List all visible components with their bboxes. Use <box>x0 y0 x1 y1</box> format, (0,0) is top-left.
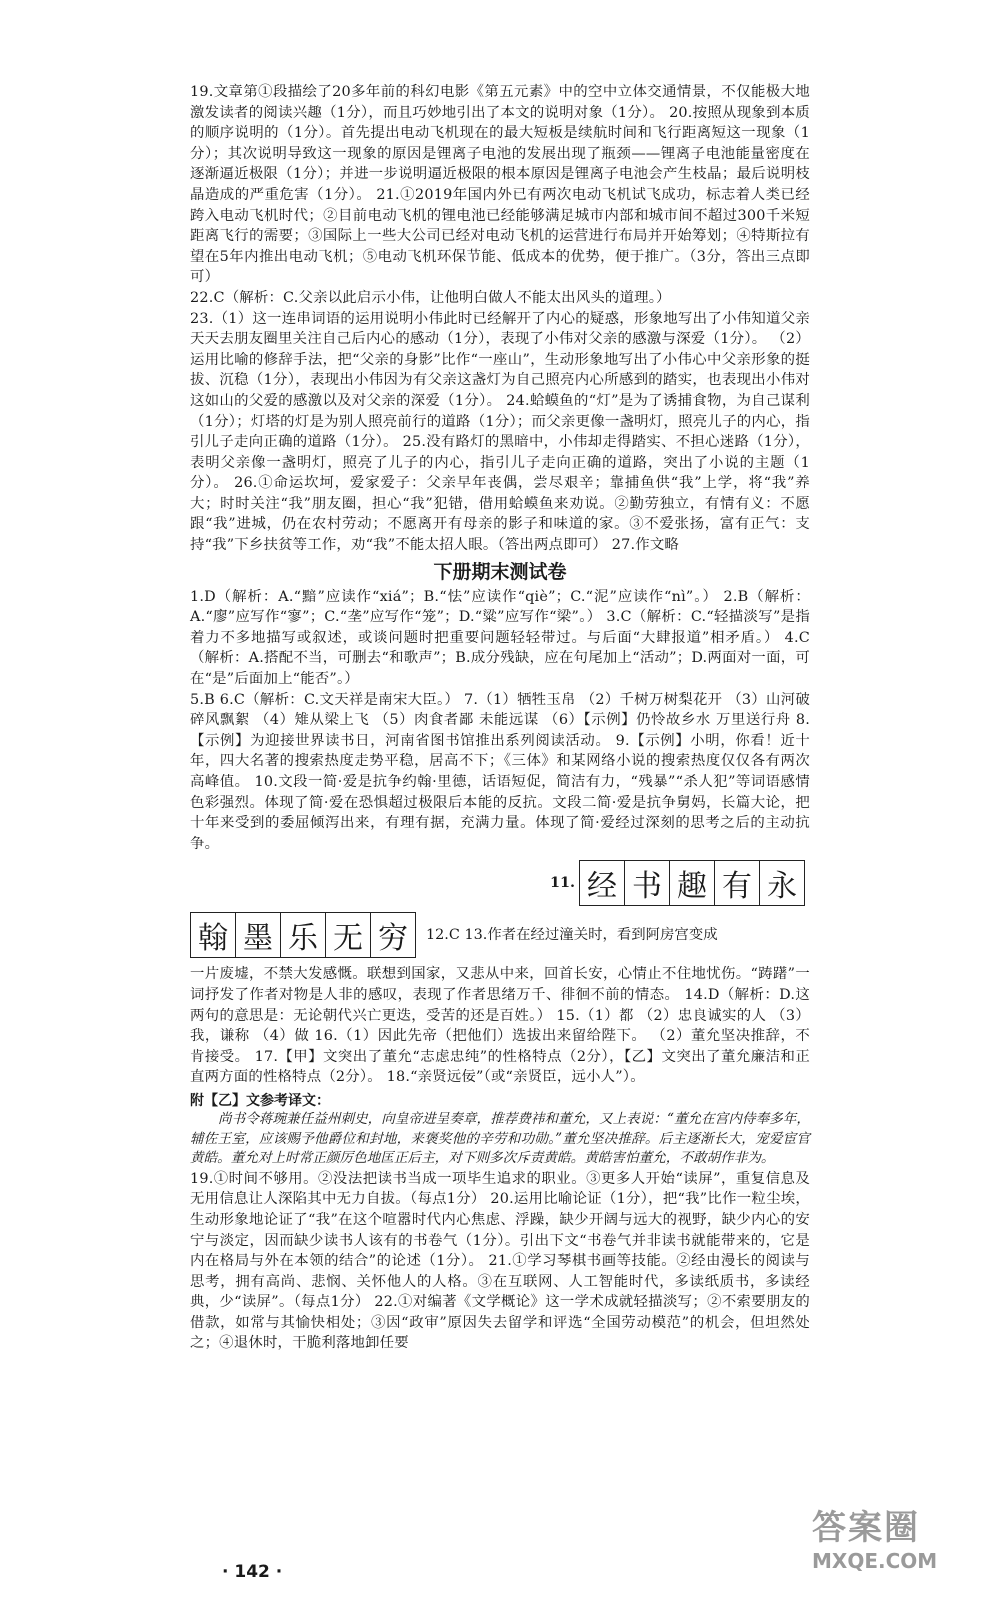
grid-cell: 书 <box>625 861 670 905</box>
grid-cell: 墨 <box>236 913 281 957</box>
grid-cell: 无 <box>326 913 371 957</box>
grid-cell: 经 <box>580 861 625 905</box>
grid-cell: 穷 <box>378 921 408 957</box>
section-title: 下册期末测试卷 <box>433 560 567 583</box>
answers-19-22: 19.①时间不够用。②没法把读书当成一项毕生追求的职业。③更多人开始“读屏”，重复信息及无用信息让人深陷其中无力自拔。（每点1分） 20.运用比喻论证（1分），把“我”比作一粒尘埃，生动形象地论证了“我”在这个喧嚣时代内心焦虑、浮躁，缺少开阔与远大的视野，缺少内心的安宁与淡定，因而缺少读书人该有的书卷气（1分）。引出下文“书卷气并非读书就能带来的，它是内在格局与外在本领的结合”的论述（1分）。 21.①学习琴棋书画等技能。②经由漫长的阅读与思考，拥有高尚、悲悯、关怀他人的人格。③在互联网、人工智能时代，多读纸质书，多读经典，少“读屏”。（每点1分） 22.①对编著《文学概论》这一学术成就轻描淡写；②不索要朋友的借款，如常与其愉快相处；③因“政审”原因失去留学和评选“全国劳动模范”的机会，但坦然处之；④退休时，干脆利落地卸任要 <box>190 1170 810 1352</box>
answers-19-21: 19.文章第①段描绘了20多年前的科幻电影《第五元素》中的空中立体交通情景，不仅能极大地激发读者的阅读兴趣（1分），而且巧妙地引出了本文的说明对象（1分）。 20.按照从现象到本质的顺序说明的（1分）。首先提出电动飞机现在的最大短板是续航时间和飞行距离短这一现象（1分）；其次说明导致这一现象的原因是锂离子电池的发展出现了瓶颈——锂离子电池能量密度在逐渐逼近极限（1分）；并进一步说明逼近极限的根本原因是锂离子电池会产生枝晶；最后说明枝晶造成的严重危害（1分）。 21.①2019年国内外已有两次电动飞机试飞成功，标志着人类已经跨入电动飞机时代；②目前电动飞机的锂电池已经能够满足城市内部和城市间不超过300千米短距离飞行的需要；③国际上一些大公司已经对电动飞机的运营进行布局并开始筹划；④特斯拉有望在5年内推出电动飞机；⑤电动飞机环保节能、低成本的优势，便于推广。（3分，答出三点即可） <box>190 84 810 286</box>
answers-23-27: 23.（1）这一连串词语的运用说明小伟此时已经解开了内心的疑惑，形象地写出了小伟知道父亲天天去朋友圈里关注自己后内心的感动（1分），表现了小伟对父亲的感激与深爱（1分）。 （2）运用比喻的修辞手法，把“父亲的身影”比作“一座山”，生动形象地写出了小伟心中父亲形象的挺拔、沉稳（1分），表现出小伟因为有父亲这盏灯为自己照亮内心所感到的踏实，也表现出小伟对这如山的父爱的感激以及对父亲的深爱（1分）。 24.蛤蟆鱼的“灯”是为了诱捕食物，为自己谋利（1分）；灯塔的灯是为别人照亮前行的道路（1分）；而父亲更像一盏明灯，照亮儿子的内心，指引儿子走向正确的道路（1分）。 25.没有路灯的黑暗中，小伟却走得踏实、不担心迷路（1分），表明父亲像一盏明灯，照亮了儿子的内心，指引儿子走向正确的道路，突出了小说的主题（1分）。 26.①命运坎坷，爱家爱子：父亲早年丧偶，尝尽艰辛；靠捕鱼供“我”上学，将“我”养大；时时关注“我”朋友圈，担心“我”犯错，借用蛤蟆鱼来劝说。②勤劳独立，有情有义：不愿跟“我”进城，仍在农村劳动；不愿离开有母亲的影子和味道的家。③不爱张扬，富有正气：支持“我”下乡扶贫等工作，劝“我”不能太招人眼。（答出两点即可） 27.作文略 <box>190 310 810 554</box>
watermark-logo: 答案圈 <box>812 1508 920 1548</box>
watermark-url: MXQE.COM <box>812 1549 938 1573</box>
answer-11-row <box>190 860 810 906</box>
translation-heading: 附【乙】文参考译文： <box>190 1092 330 1109</box>
translation-text: 尚书令蒋琬兼任益州刺史，向皇帝进呈奏章，推荐费祎和董允，又上表说：“董允在宫内侍奉多年，辅佐王室，应该赐予他爵位和封地，来褒奖他的辛劳和功勋。”董允坚决推辞。后主逐渐长大，宠爱宦官黄皓。董允对上时常正颜厉色地匡正后主，对下则多次斥责黄皓。黄皓害怕董允，不敢胡作非为。 <box>190 1110 810 1167</box>
answer-12-13-row <box>190 912 810 958</box>
grid-cell: 有 <box>715 861 760 905</box>
answer-11-label: 11. <box>550 874 576 892</box>
grid-cell: 永 <box>767 869 798 905</box>
answers-12-13-lead: 12.C 13.作者在经过潼关时，看到阿房宫变成 <box>426 927 718 944</box>
grid-cell: 翰 <box>191 913 236 957</box>
character-grid-1 <box>579 860 805 906</box>
grid-cell: 趣 <box>670 861 715 905</box>
grid-cell: 乐 <box>281 913 326 957</box>
answer-page <box>190 82 810 1354</box>
answer-22: 22.C（解析：C.父亲以此启示小伟，让他明白做人不能太出风头的道理。） <box>190 289 671 306</box>
answers-5-10: 5.B 6.C（解析：C.文天祥是南宋大臣。） 7.（1）牺牲玉帛 （2）千树万树梨花开 （3）山河破碎风飘絮 （4）雉从梁上飞 （5）肉食者鄙 未能远谋 （6）【示例】仍怜故乡水 万里送行舟 8.【示例】为迎接世界读书日，河南省图书馆推出系列阅读活动。 9.【示例】小明，你看！近十年，四大名著的搜索热度走势平稳，居高不下；《三体》和某网络小说的搜索热度仅仅各有两次高峰值。 10.文段一简·爱是抗争约翰·里德，话语短促，简洁有力，“残暴”“杀人犯”等词语感情色彩强烈。体现了简·爱在恐惧超过极限后本能的反抗。文段二简·爱是抗争舅妈，长篇大论，把十年来受到的委屈倾泻出来，有理有据，充满力量。体现了简·爱经过深刻的思考之后的主动抗争。 <box>190 691 810 852</box>
page-number: · 142 · <box>222 1562 283 1582</box>
answers-13-18: 一片废墟，不禁大发感慨。联想到国家，又悲从中来，回首长安，心情止不住地忧伤。“踌躇”一词抒发了作者对物是人非的感叹，表现了作者思绪万千、徘徊不前的情态。 14.D（解析：D.这两句的意思是：无论朝代兴亡更迭，受苦的还是百姓。） 15.（1）都 （2）忠良诚实的人 （3）我，谦称 （4）做 16.（1）因此先帝（把他们）选拔出来留给陛下。 （2）董允坚决推辞，不肯接受。 17.【甲】文突出了董允“志虑忠纯”的性格特点（2分），【乙】文突出了董允廉洁和正直两方面的性格特点（2分）。 18.“亲贤远佞”（或“亲贤臣，远小人”）。 <box>190 966 810 1086</box>
watermark <box>812 1500 982 1590</box>
character-grid-2 <box>190 912 416 958</box>
answers-1-4: 1.D（解析：A.“黯”应读作“xiá”；B.“怯”应读作“qiè”；C.“泥”应读作“nì”。） 2.B（解析：A.“廖”应写作“寥”；C.“垄”应写作“笼”；D.“粱”应写作“梁”。） 3.C（解析：C.“轻描淡写”是指着力不多地描写或叙述，或谈问题时把重要问题轻轻带过。与后面“大肆报道”相矛盾。） 4.C（解析：A.搭配不当，可删去“和歌声”；B.成分残缺，应在句尾加上“活动”；D.两面对一面，可在“是”后面加上“能否”。） <box>190 588 810 688</box>
